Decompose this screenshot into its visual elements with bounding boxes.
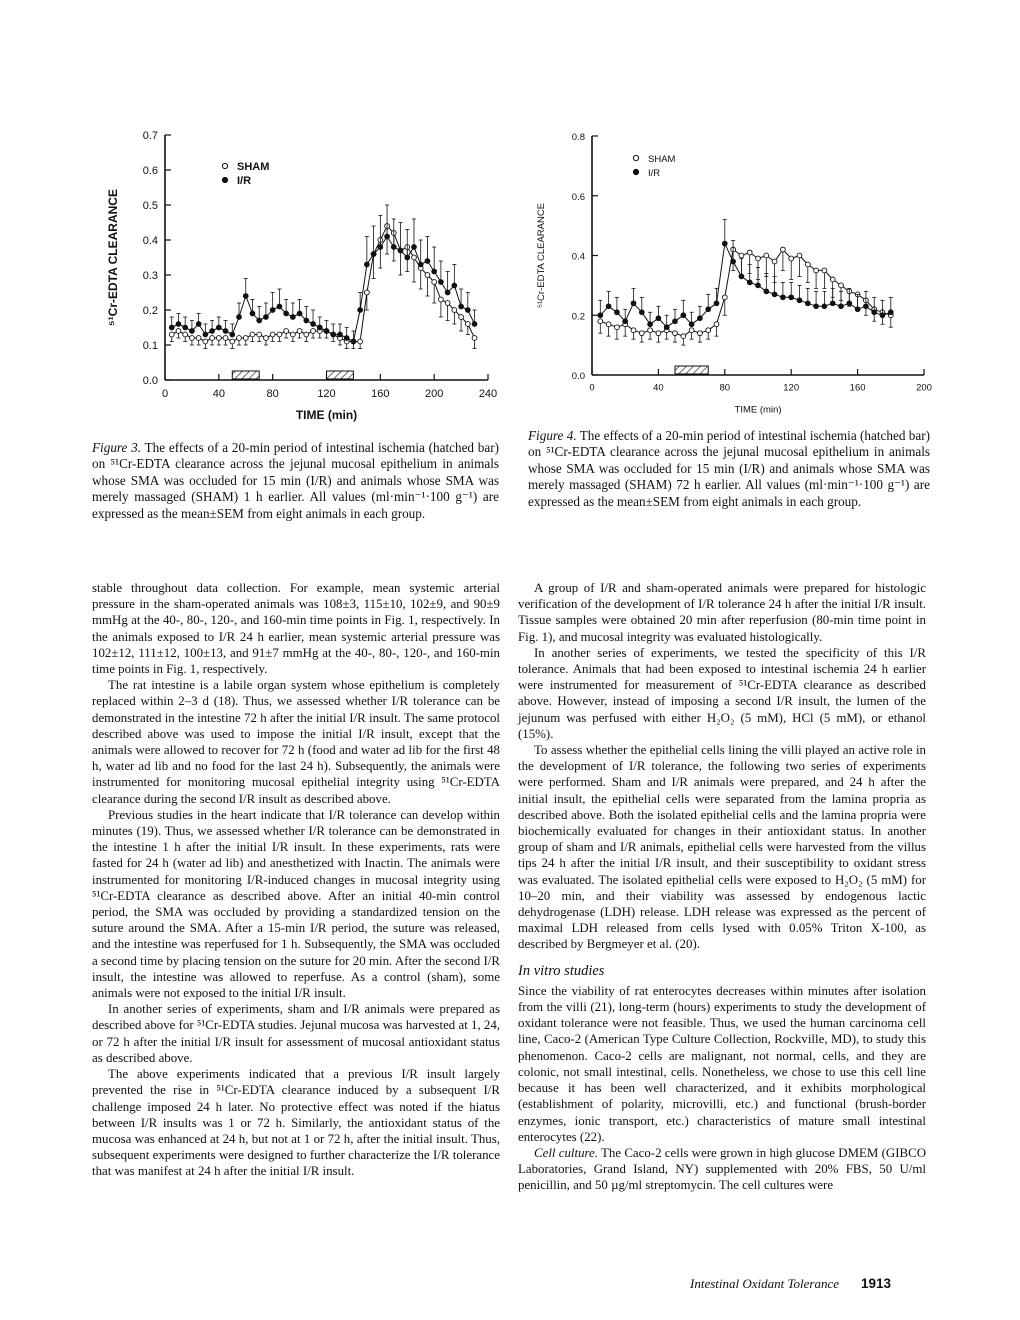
y-tick-label: 0.6 — [571, 191, 585, 203]
data-point-ir — [183, 325, 188, 330]
x-tick-label: 0 — [161, 388, 169, 400]
legend-entry: I/R — [648, 168, 661, 179]
data-point-ir — [781, 295, 786, 300]
figure-4-caption-text: The effects of a 20-min period of intestinal ischemia (hatched bar) on ⁵¹Cr-EDTA clearance across the jejunal mucosal epithelium in animals whose SMA was occluded for 15 min (I/R) and animals whose SMA was merely massaged (SHAM) 72 h earlier. All values (ml·min⁻¹·100 g⁻¹) are expressed as the mean±SEM from eight animals in each group. — [528, 428, 931, 509]
data-point-ir — [344, 336, 349, 341]
data-point-ir — [606, 304, 611, 309]
x-axis-label: TIME (min) — [734, 404, 782, 416]
x-tick-label: 200 — [424, 388, 444, 400]
data-point-ir — [284, 311, 289, 316]
x-tick-label: 80 — [719, 382, 731, 394]
legend-entry: I/R — [237, 175, 252, 187]
y-tick-label: 0.2 — [571, 311, 585, 323]
data-point-sham — [639, 331, 644, 336]
data-point-ir — [747, 280, 752, 285]
data-point-ir — [338, 332, 343, 337]
data-point-sham — [169, 332, 174, 337]
data-point-ir — [445, 290, 450, 295]
data-point-ir — [385, 234, 390, 239]
data-point-ir — [880, 313, 885, 318]
data-point-sham — [243, 336, 248, 341]
data-point-ir — [391, 245, 396, 250]
data-point-ir — [304, 318, 309, 323]
data-point-sham — [270, 332, 275, 337]
data-point-sham — [230, 339, 235, 344]
data-point-ir — [681, 313, 686, 318]
data-point-ir — [290, 315, 295, 320]
data-point-ir — [739, 274, 744, 279]
data-point-sham — [814, 268, 819, 273]
data-point-sham — [183, 332, 188, 337]
legend-entry: SHAM — [237, 161, 270, 173]
x-tick-label: 160 — [849, 382, 866, 394]
running-title: Intestinal Oxidant Tolerance — [690, 1276, 840, 1291]
data-point-ir — [822, 304, 827, 309]
data-point-sham — [203, 339, 208, 344]
data-point-ir — [412, 245, 417, 250]
data-point-ir — [264, 315, 269, 320]
data-point-ir — [331, 332, 336, 337]
data-point-sham — [237, 336, 242, 341]
data-point-sham — [358, 339, 363, 344]
data-point-sham — [432, 280, 437, 285]
data-point-ir — [830, 301, 835, 306]
x-tick-label: 80 — [266, 388, 279, 400]
data-point-ir — [324, 329, 329, 334]
y-axis-label: ⁵¹Cr-EDTA CLEARANCE — [536, 202, 547, 309]
page-footer — [690, 1276, 930, 1292]
data-point-ir — [196, 322, 201, 327]
data-point-ir — [250, 311, 255, 316]
data-point-sham — [210, 336, 215, 341]
data-point-ir — [270, 308, 275, 313]
figure-4-chart — [520, 122, 940, 422]
y-tick-label: 0.7 — [142, 130, 158, 142]
data-point-ir — [378, 245, 383, 250]
data-point-ir — [839, 304, 844, 309]
left-paragraph: In another series of experiments, sham and I/R animals were prepared as described above for ⁵¹Cr-EDTA studies. Jejunal mucosa was harvested at 1, 24, or 72 h after the initial I/R insult for assessment of mucosal antioxidant status as described above. — [92, 1002, 500, 1065]
data-point-sham — [689, 328, 694, 333]
data-point-sham — [747, 250, 752, 255]
data-point-sham — [797, 253, 802, 258]
data-point-ir — [797, 298, 802, 303]
data-point-ir — [210, 329, 215, 334]
figure-3-caption-label: Figure 3. — [92, 440, 142, 455]
data-point-sham — [615, 325, 620, 330]
data-point-ir — [764, 289, 769, 294]
data-point-ir — [673, 319, 678, 324]
legend-marker — [222, 163, 227, 168]
page-number: 1913 — [861, 1276, 892, 1291]
right-paragraph-runin — [518, 1145, 926, 1194]
data-point-ir — [631, 301, 636, 306]
data-point-sham — [250, 332, 255, 337]
data-point-sham — [789, 256, 794, 261]
data-point-sham — [722, 295, 727, 300]
data-point-sham — [648, 328, 653, 333]
data-point-ir — [190, 329, 195, 334]
figure-3-caption — [92, 440, 499, 522]
x-tick-label: 120 — [783, 382, 800, 394]
left-paragraph: The above experiments indicated that a previous I/R insult largely prevented the rise in ⁵¹Cr-EDTA clearance induced by a subsequent I/R challenge imposed 24 h later. No protective effect was noted if the hiatus between I/R insults was 1 or 72 h. Similarly, the antioxidant status of the mucosa was enhanced at 24 h, but not at 1 or 72 h, after the initial insult. Thus, subsequent experiments were designed to further characterize the I/R tolerance that was manifest at 24 h after the initial I/R insult. — [92, 1067, 500, 1179]
figure-4-caption — [528, 428, 930, 510]
hatched-bar — [232, 371, 259, 379]
data-point-sham — [452, 308, 457, 313]
data-point-ir — [459, 304, 464, 309]
series-line-sham — [172, 226, 475, 342]
data-point-sham — [284, 329, 289, 334]
data-point-ir — [648, 322, 653, 327]
data-point-sham — [706, 328, 711, 333]
hatched-bar — [675, 366, 708, 374]
data-point-ir — [888, 310, 893, 315]
data-point-ir — [169, 325, 174, 330]
data-point-ir — [311, 322, 316, 327]
data-point-sham — [297, 329, 302, 334]
y-tick-label: 0.0 — [571, 371, 585, 382]
data-point-ir — [405, 255, 410, 260]
data-point-ir — [639, 310, 644, 315]
data-point-sham — [190, 336, 195, 341]
data-point-sham — [196, 336, 201, 341]
data-point-sham — [698, 331, 703, 336]
left-paragraph: The rat intestine is a labile organ system whose epithelium is completely replaced within 2–3 d (18). Thus, we assessed whether I/R tolerance can be demonstrated in the intestine 72 h after the initial I/R insult. The same protocol described above was used to impose the initial I/R insult, except that the animals were allowed to recover for 72 h (food and water ad lib for the first 48 h, water ad lib and no food for the last 24 h). Subsequently, the animals were instrumented for monitoring mucosal epithelial integrity using ⁵¹Cr-EDTA clearance during the second I/R insult as described above. — [92, 678, 500, 806]
data-point-ir — [864, 304, 869, 309]
data-point-ir — [756, 283, 761, 288]
figure-3 — [95, 108, 500, 433]
left-paragraph: Previous studies in the heart indicate that I/R tolerance can develop within minutes (19). Thus, we assessed whether I/R tolerance can be demonstrated in the intestine 1 h after the initial I/R insult. In these experiments, rats were fasted for 24 h (water ad lib) and anesthetized with Inactin. The animals were instrumented for monitoring I/R-induced changes in mucosal integrity using ⁵¹Cr-EDTA clearance as described above. After an initial 40-min control period, the SMA was occluded by providing a standardized tension on the suture around the SMA. After a 15-min I/R period, the suture was released, and the intestine was reperfused for 1 h. Subsequently, the SMA was occluded a second time by placing tension on the suture for 20 min. After the second I/R insult, the intestine was allowed to reperfuse. As a control (sham), some animals were not exposed to the initial I/R insult. — [92, 807, 500, 1001]
data-point-sham — [459, 315, 464, 320]
legend-entry: SHAM — [648, 154, 676, 165]
data-point-sham — [425, 273, 430, 278]
data-point-sham — [656, 331, 661, 336]
data-point-sham — [176, 329, 181, 334]
figure-4-caption-label: Figure 4. — [528, 428, 577, 443]
x-tick-label: 40 — [653, 382, 664, 394]
x-tick-label: 240 — [478, 388, 498, 400]
figure-4 — [520, 122, 940, 422]
data-point-ir — [805, 301, 810, 306]
data-point-ir — [623, 319, 628, 324]
data-point-ir — [257, 318, 262, 323]
data-point-sham — [739, 253, 744, 258]
legend-marker — [633, 169, 638, 174]
right-paragraph: In another series of experiments, we tested the specificity of this I/R tolerance. Animals that had been exposed to intestinal ischemia 24 h earlier were instrumented for measurement of ⁵¹Cr-EDTA clearance as described above. However, instead of imposing a second I/R insult, the lumen of the jejunum was perfused with either H₂O₂ (5 mM), HCl (5 mM), or ethanol (15%). — [518, 645, 926, 741]
data-point-ir — [656, 316, 661, 321]
y-axis-label: ⁵¹Cr-EDTA CLEARANCE — [106, 189, 120, 326]
series-line-ir — [600, 244, 891, 328]
y-tick-label: 0.8 — [571, 132, 585, 143]
data-point-ir — [230, 332, 235, 337]
x-tick-label: 40 — [212, 388, 225, 400]
data-point-ir — [371, 252, 376, 257]
right-paragraph: A group of I/R and sham-operated animals were prepared for histologic verification of the development of I/R tolerance 24 h after the initial I/R insult. Tissue samples were obtained 20 min after reperfusion (80-min time point in Fig. 1), and mucosal integrity was evaluated histologically. — [518, 581, 926, 644]
data-point-ir — [351, 339, 356, 344]
data-point-sham — [216, 336, 221, 341]
data-point-sham — [805, 262, 810, 267]
data-point-ir — [855, 307, 860, 312]
data-point-ir — [176, 322, 181, 327]
data-point-sham — [673, 331, 678, 336]
data-point-sham — [290, 332, 295, 337]
data-point-sham — [772, 259, 777, 264]
section-heading: In vitro studies — [518, 962, 605, 979]
y-tick-label: 0.3 — [142, 270, 158, 282]
data-point-ir — [847, 301, 852, 306]
figure-3-caption-text: The effects of a 20-min period of intestinal ischemia (hatched bar) on ⁵¹Cr-EDTA clearance across the jejunal mucosal epithelium in animals whose SMA was occluded for 15 min (I/R) and animals whose SMA was merely massaged (SHAM) 1 h earlier. All values (ml·min⁻¹·100 g⁻¹) are expressed as the mean±SEM from eight animals in each group. — [92, 440, 500, 521]
data-point-ir — [814, 304, 819, 309]
hatched-bar — [327, 371, 354, 379]
data-point-sham — [606, 322, 611, 327]
y-tick-label: 0.2 — [142, 305, 158, 317]
data-point-ir — [615, 310, 620, 315]
data-point-sham — [223, 336, 228, 341]
right-paragraph: Since the viability of rat enterocytes decreases within minutes after isolation from the villi (21), long-term (hours) experiments to study the development of oxidant tolerance were not feasible. Thus, we used the human carcinoma cell line, Caco-2 (American Type Culture Collection, Rockville, MD), to study this phenomenon. Caco-2 cells are malignant, not normal, cells, and they are colonic, not small intestinal, cells. Nonetheless, we chose to use this cell line because it has been well characterized, and it exhibits morphological (establishment of polarity, microvilli, etc.) and functional (brush-border enzymes, ionic transport, etc.) characteristics of mature small intestinal enterocytes (22). — [518, 983, 926, 1144]
data-point-ir — [277, 304, 282, 309]
x-tick-label: 200 — [916, 382, 932, 394]
data-point-ir — [789, 295, 794, 300]
data-point-ir — [223, 329, 228, 334]
figure-3-chart — [95, 108, 500, 433]
data-point-sham — [465, 322, 470, 327]
data-point-ir — [203, 332, 208, 337]
data-point-ir — [317, 325, 322, 330]
data-point-sham — [839, 283, 844, 288]
x-tick-label: 0 — [589, 382, 595, 394]
data-point-sham — [311, 329, 316, 334]
y-tick-label: 0.5 — [142, 200, 158, 212]
right-paragraph: To assess whether the epithelial cells lining the villi played an active role in the development of I/R tolerance, the following two series of experiments were performed. Sham and I/R animals were prepared, and 24 h after the initial insult, the epithelial cells were separated from the lamina propria as described above. Both the isolated epithelial cells and the lamina propria were biochemically evaluated for changes in their antioxidant status. In another group of sham and I/R animals, epithelial cells were harvested from the villus tips 24 h after the initial I/R insult, and their susceptibility to oxidant stress was evaluated. The isolated epithelial cells were exposed to H₂O₂ (5 mM) for 10–20 min, and their viability was assessed by endogenous lactic dehydrogenase (LDH) release. LDH release was expressed as the percent of maximal LDH released from cells lysed with 0.05% Triton X-100, as described by Bergmeyer et al. (20). — [518, 743, 926, 952]
x-axis-label: TIME (min) — [295, 408, 358, 422]
data-point-ir — [452, 283, 457, 288]
runin-text: The Caco-2 cells were grown in high glucose DMEM (GIBCO Laboratories, Grand Island, NY) supplemented with 20% FBS, 50 U/ml penicillin, and 50 µg/ml streptomycin. The cell cultures were — [518, 1145, 927, 1193]
legend-marker — [633, 155, 638, 160]
x-tick-label: 120 — [317, 388, 336, 400]
data-point-sham — [681, 334, 686, 339]
data-point-ir — [438, 280, 443, 285]
data-point-sham — [781, 247, 786, 252]
x-tick-label: 160 — [371, 388, 390, 400]
data-point-ir — [465, 308, 470, 313]
data-point-sham — [264, 336, 269, 341]
data-point-ir — [297, 311, 302, 316]
data-point-ir — [689, 322, 694, 327]
data-point-ir — [432, 269, 437, 274]
data-point-sham — [304, 332, 309, 337]
y-tick-label: 0.1 — [142, 340, 158, 352]
data-point-sham — [822, 268, 827, 273]
right-column — [518, 580, 926, 1194]
data-point-sham — [445, 301, 450, 306]
data-point-ir — [598, 313, 603, 318]
data-point-sham — [472, 336, 477, 341]
data-point-sham — [764, 253, 769, 258]
y-tick-label: 0.0 — [142, 375, 158, 387]
left-column — [92, 580, 500, 1180]
data-point-sham — [756, 256, 761, 261]
data-point-ir — [425, 259, 430, 264]
data-point-ir — [698, 316, 703, 321]
runin-label: Cell culture. — [534, 1145, 598, 1160]
data-point-ir — [714, 301, 719, 306]
data-point-sham — [257, 332, 262, 337]
data-point-sham — [438, 297, 443, 302]
data-point-sham — [631, 328, 636, 333]
data-point-ir — [731, 259, 736, 264]
data-point-ir — [418, 262, 423, 267]
data-point-sham — [714, 322, 719, 327]
data-point-ir — [358, 308, 363, 313]
y-tick-label: 0.4 — [142, 235, 158, 247]
data-point-sham — [277, 332, 282, 337]
data-point-sham — [598, 319, 603, 324]
data-point-ir — [664, 325, 669, 330]
data-point-ir — [872, 310, 877, 315]
data-point-ir — [722, 241, 727, 246]
left-paragraph: stable throughout data collection. For example, mean systemic arterial pressure in the sham-operated animals was 108±3, 115±10, 102±9, and 90±9 mmHg at the 40-, 80-, 120-, and 160-min time points in Fig. 1, respectively. In the animals exposed to I/R 24 h earlier, mean systemic arterial pressure was 102±12, 111±12, 100±13, and 91±7 mmHg at the 40-, 80-, 120-, and 160-min time points in Fig. 1, respectively. — [92, 581, 500, 677]
data-point-ir — [216, 325, 221, 330]
data-point-ir — [472, 322, 477, 327]
y-tick-label: 0.6 — [142, 165, 158, 177]
data-point-ir — [243, 294, 248, 299]
y-tick-label: 0.4 — [571, 251, 585, 263]
data-point-sham — [364, 290, 369, 295]
data-point-ir — [364, 262, 369, 267]
legend-marker — [222, 177, 227, 182]
data-point-ir — [772, 292, 777, 297]
data-point-ir — [398, 248, 403, 253]
data-point-sham — [830, 277, 835, 282]
data-point-ir — [237, 315, 242, 320]
data-point-sham — [412, 255, 417, 260]
data-point-ir — [706, 307, 711, 312]
